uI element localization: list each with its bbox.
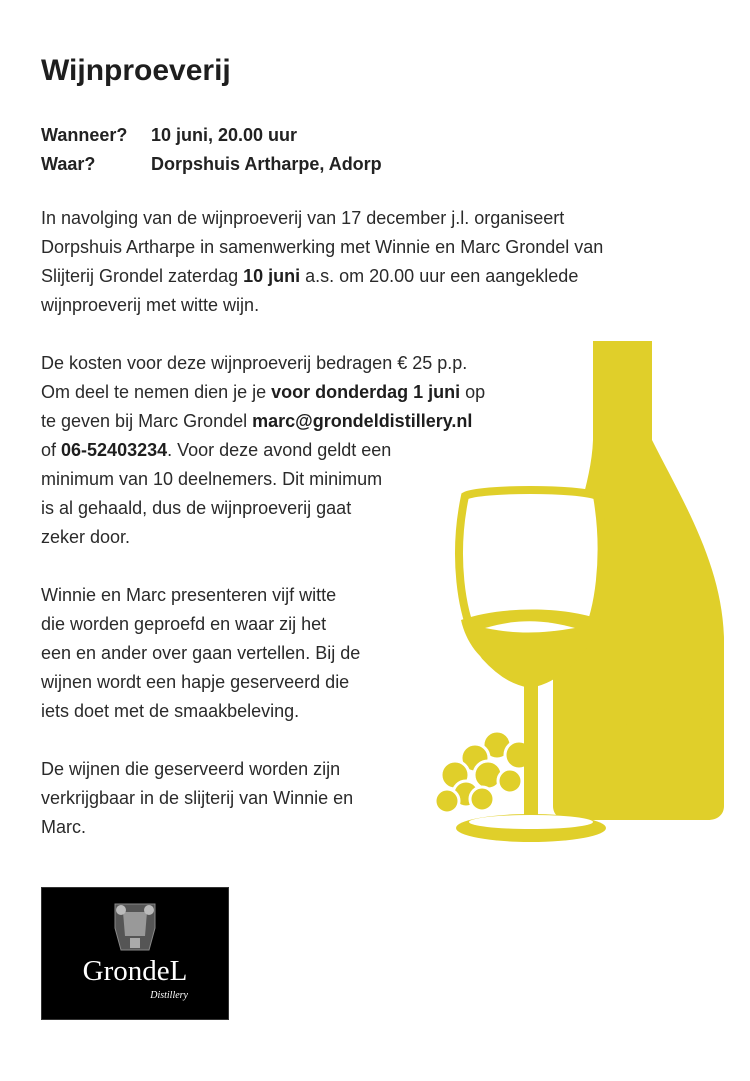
email-link[interactable]: marc@grondeldistillery.nl [252,411,473,431]
logo-subtitle: Distillery [150,990,188,1001]
availability-paragraph: De wijnen die geserveerd worden zijn verkrijgbaar in de slijterij van Winnie en Marc. [41,759,354,837]
where-label: Waar? [41,154,96,174]
event-info [41,121,382,179]
grondel-distillery-logo [41,887,229,1020]
when-row [41,121,382,150]
logo-graphic [42,888,228,1019]
crest-icon [115,904,155,950]
where-value: Dorpshuis Artharpe, Adorp [151,154,382,174]
intro-paragraph: In navolging van de wijnproeverij van 17 december j.l. organiseert Dorpshuis Artharpe in samenwerking met Winnie en Marc Grondel van Slijterij Grondel zaterdag 10 juni a.s. om 20.00 uur een aangeklede wijnproeverij met witte wijn. [41,208,604,315]
intro-date: 10 juni [243,266,301,286]
logo-name: GrondeL [82,955,188,987]
presentation-paragraph: Winnie en Marc presenteren vijf witte die worden geproefd en waar zij het een en ander over gaan vertellen. Bij de wijnen wordt een hapje geserveerd die iets doet met de smaakbeleving. [41,585,361,721]
phone-number[interactable]: 06-52403234 [61,440,168,460]
when-value: 10 juni, 20.00 uur [151,125,298,145]
page-title: Wijnproeverij [41,54,231,87]
when-label: Wanneer? [41,125,128,145]
costs-paragraph: De kosten voor deze wijnproeverij bedragen € 25 p.p. Om deel te nemen dien je je voor donderdag 1 juni op te geven bij Marc Grondel marc@grondeldistillery.nl of 06-52403234. Voor deze avond geldt een minimum van 10 deelnemers. Dit minimum is al gehaald, dus de wijnproeverij gaat zeker door. [41,353,486,547]
where-row [41,150,382,179]
deadline: voor donderdag 1 juni [271,382,461,402]
